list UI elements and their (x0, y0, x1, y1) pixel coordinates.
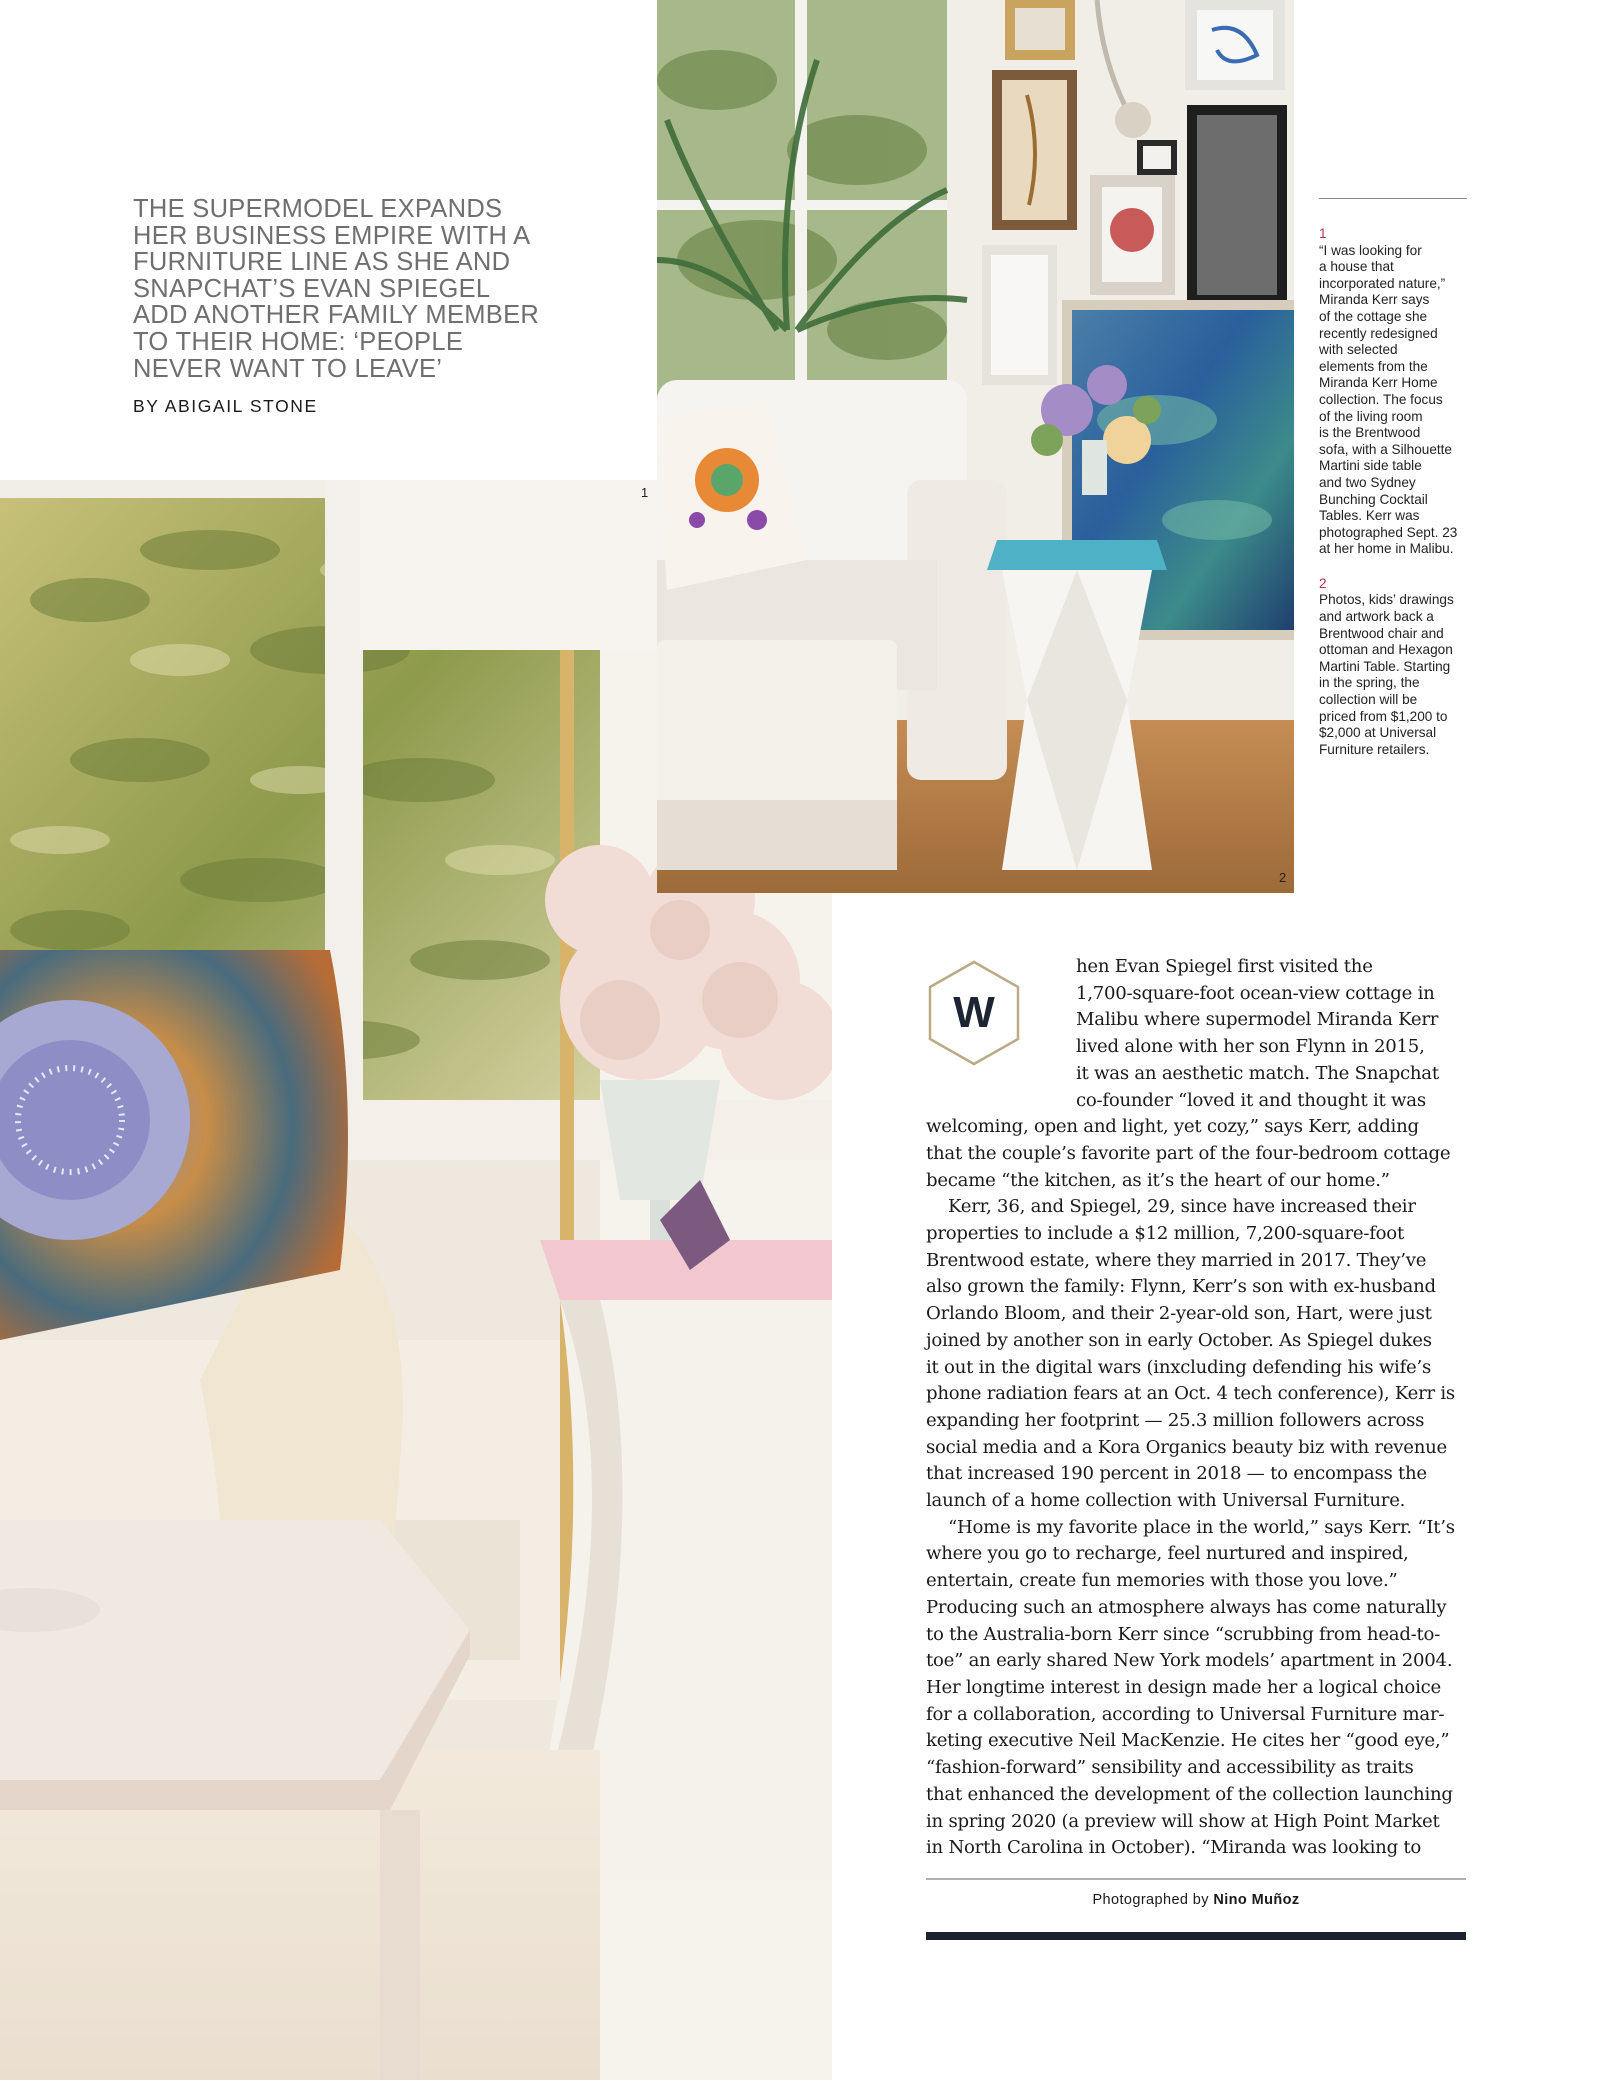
caption-line: and two Sydney (1319, 474, 1416, 490)
credit-prefix: Photographed by (1092, 1892, 1214, 1908)
caption-line: Furniture retailers. (1319, 741, 1430, 757)
body-line: that enhanced the development of the collection launching (926, 1783, 1453, 1805)
byline: BY ABIGAIL STONE (133, 396, 318, 416)
caption-line: $2,000 at Universal (1319, 725, 1437, 741)
body-line: Her longtime interest in design made her a logical choice (926, 1676, 1441, 1698)
credit-divider (926, 1878, 1466, 1880)
dek-line: THE SUPERMODEL EXPANDS (133, 195, 503, 223)
body-line: Malibu where supermodel Miranda Kerr (1076, 1009, 1439, 1031)
body-line: joined by another son in early October. As Spiegel dukes (926, 1329, 1432, 1351)
caption-line: Martini Table. Starting (1319, 658, 1451, 674)
body-line: Orlando Bloom, and their 2-year-old son, Hart, were just (926, 1303, 1432, 1325)
body-line: Kerr, 36, and Spiegel, 29, since have increased their (948, 1196, 1416, 1218)
caption-line: Martini side table (1319, 458, 1422, 474)
body-line: for a collaboration, according to Universal Furniture mar- (926, 1703, 1445, 1725)
body-line: to the Australia-born Kerr since “scrubbing from head-to- (926, 1623, 1441, 1645)
body-line: 1,700-square-foot ocean-view cottage in (1076, 982, 1435, 1004)
caption-line: Tables. Kerr was (1319, 508, 1420, 524)
body-line: lived alone with her son Flynn in 2015, (1076, 1036, 1425, 1058)
page-bottom-bar (926, 1932, 1466, 1940)
caption-line: “I was looking for (1319, 242, 1422, 258)
body-line: that the couple’s favorite part of the four-bedroom cottage (926, 1142, 1451, 1164)
article-dek (133, 196, 573, 382)
body-line: where you go to recharge, feel nurtured and inspired, (926, 1543, 1409, 1565)
body-line: in spring 2020 (a preview will show at High Point Market (926, 1810, 1440, 1832)
caption-line: and artwork back a (1319, 609, 1434, 625)
body-line: Brentwood estate, where they married in 2017. They’ve (926, 1249, 1427, 1271)
body-line: phone radiation fears at an Oct. 4 tech conference), Kerr is (926, 1383, 1455, 1405)
caption-line: sofa, with a Silhouette (1319, 441, 1452, 457)
dek-line: ADD ANOTHER FAMILY MEMBER (133, 301, 540, 330)
body-line: properties to include a $12 million, 7,200-square-foot (926, 1223, 1404, 1245)
caption-line: photographed Sept. 23 (1319, 524, 1458, 540)
body-line: entertain, create fun memories with those you love.” (926, 1570, 1398, 1592)
caption-line: Miranda Kerr says (1319, 292, 1430, 308)
chair-art-wall-illustration (657, 0, 1294, 893)
dek-line: TO THEIR HOME: ‘PEOPLE (133, 327, 464, 356)
body-line: social media and a Kora Organics beauty biz with revenue (926, 1436, 1447, 1458)
photo-number-1: 1 (641, 485, 649, 500)
body-line: toe” an early shared New York models’ apartment in 2004. (926, 1650, 1453, 1672)
body-line: launch of a home collection with Universal Furniture. (926, 1490, 1406, 1512)
caption-line: collection will be (1319, 692, 1418, 708)
photo-credit (926, 1892, 1466, 1908)
drop-cap-letter: W (953, 988, 995, 1037)
body-line: welcoming, open and light, yet cozy,” says Kerr, adding (926, 1116, 1419, 1138)
caption-line: Bunching Cocktail (1319, 491, 1428, 507)
caption-number: 2 (1319, 575, 1327, 591)
body-line: expanding her footprint — 25.3 million followers across (926, 1409, 1425, 1431)
caption-line: in the spring, the (1319, 675, 1420, 691)
caption-1 (1319, 226, 1469, 558)
caption-2 (1319, 576, 1469, 759)
dek-line: FURNITURE LINE AS SHE AND (133, 248, 511, 277)
caption-line: priced from $1,200 to (1319, 708, 1448, 724)
body-line: keting executive Neil MacKenzie. He cites her “good eye,” (926, 1730, 1450, 1752)
caption-number: 1 (1319, 226, 1327, 241)
caption-line: Brentwood chair and (1319, 625, 1444, 641)
photographer-name: Nino Muñoz (1213, 1892, 1300, 1908)
chair-art-wall-photo (657, 0, 1294, 893)
body-line: hen Evan Spiegel first visited the (1076, 956, 1373, 977)
body-line: that increased 190 percent in 2018 — to encompass the (926, 1463, 1427, 1485)
body-line: it out in the digital wars (inxcluding defending his wife’s (926, 1356, 1432, 1378)
caption-line: recently redesigned (1319, 325, 1438, 341)
caption-line: collection. The focus (1319, 391, 1443, 407)
dek-line: NEVER WANT TO LEAVE’ (133, 354, 443, 383)
caption-line: of the living room (1319, 408, 1423, 424)
dek-line: HER BUSINESS EMPIRE WITH A (133, 221, 531, 250)
body-line: “Home is my favorite place in the world,” says Kerr. “It’s (948, 1516, 1455, 1538)
body-line: Producing such an atmosphere always has come naturally (926, 1596, 1447, 1618)
body-line: co-founder “loved it and thought it was (1076, 1089, 1426, 1111)
body-line: became “the kitchen, as it’s the heart of our home.” (926, 1169, 1390, 1191)
caption-line: at her home in Malibu. (1319, 541, 1454, 557)
caption-line: incorporated nature,” (1319, 275, 1446, 291)
caption-line: a house that (1319, 259, 1394, 275)
body-line: in North Carolina in October). “Miranda was looking to (926, 1837, 1422, 1859)
caption-line: ottoman and Hexagon (1319, 642, 1453, 658)
caption-line: is the Brentwood (1319, 425, 1421, 441)
body-line: it was an aesthetic match. The Snapchat (1076, 1062, 1439, 1084)
caption-line: with selected (1319, 342, 1398, 358)
article-body (926, 954, 1466, 1862)
photo-captions (1319, 198, 1469, 758)
body-line: also grown the family: Flynn, Kerr’s son with ex-husband (926, 1276, 1436, 1298)
caption-line: elements from the (1319, 358, 1428, 374)
caption-line: of the cottage she (1319, 308, 1428, 324)
dek-line: SNAPCHAT’S EVAN SPIEGEL (133, 274, 491, 303)
caption-line: Miranda Kerr Home (1319, 375, 1438, 391)
caption-line: Photos, kids’ drawings (1319, 592, 1454, 608)
body-line: “fashion-forward” sensibility and accessibility as traits (926, 1757, 1414, 1779)
photo-number-2: 2 (1279, 870, 1287, 885)
